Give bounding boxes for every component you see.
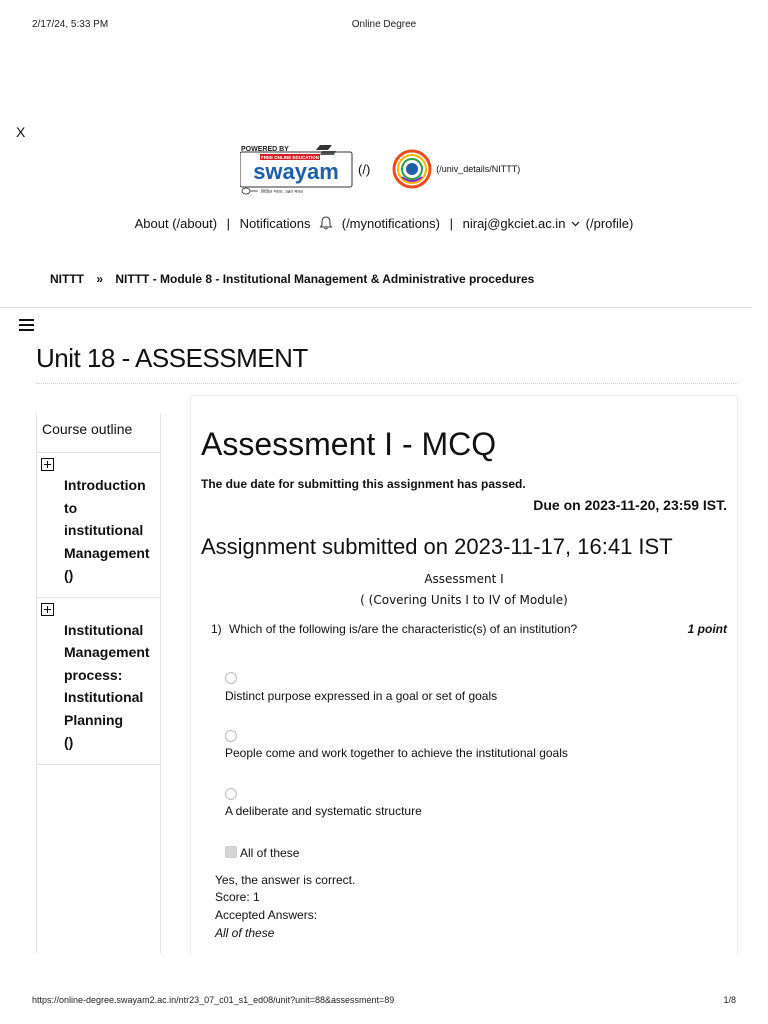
nittt-logo[interactable]	[392, 149, 432, 189]
nav-user[interactable]: niraj@gkciet.ac.in	[462, 216, 566, 231]
nav-profile-link[interactable]: (/profile)	[585, 216, 634, 231]
option-radio[interactable]	[225, 788, 237, 800]
hamburger-menu-icon[interactable]	[19, 319, 34, 331]
nav-separator: |	[226, 216, 231, 231]
option-label-selected: All of these	[240, 846, 300, 860]
sidebar-item-label: Institutional Management process: Institutional Planning	[64, 621, 150, 728]
due-date: Due on 2023-11-20, 23:59 IST.	[533, 497, 727, 513]
expand-plus-icon[interactable]	[41, 603, 54, 616]
assessment-subheading: ( (Covering Units I to IV of Module)	[360, 593, 568, 607]
feedback-score: Score: 1	[215, 890, 260, 904]
sidebar-section	[37, 453, 160, 598]
chevron-down-icon[interactable]	[571, 220, 580, 228]
breadcrumb-root[interactable]: NITTT	[50, 272, 84, 286]
assessment-panel	[190, 395, 738, 955]
submission-status: Assignment submitted on 2023-11-17, 16:41 IST	[201, 534, 673, 559]
question-points: 1 point	[687, 622, 727, 636]
question-text: Which of the following is/are the characteristic(s) of an institution?	[229, 622, 578, 636]
option-label: People come and work together to achieve the institutional goals	[225, 746, 568, 760]
print-header	[32, 19, 736, 33]
divider	[0, 307, 752, 308]
sidebar-item-institutional-planning[interactable]	[41, 619, 160, 754]
swayam-logo[interactable]	[240, 143, 354, 195]
print-page-number: 1/8	[723, 995, 736, 1005]
nav-separator: |	[449, 216, 453, 231]
breadcrumb-course[interactable]: NITTT - Module 8 - Institutional Management & Administrative procedures	[115, 272, 535, 286]
expand-plus-icon[interactable]	[41, 458, 54, 471]
breadcrumb-separator: »	[96, 272, 104, 286]
option-label: A deliberate and systematic structure	[225, 804, 422, 818]
course-outline-sidebar	[36, 413, 161, 953]
nav-notifications[interactable]: Notifications	[239, 216, 311, 231]
feedback-result: Yes, the answer is correct.	[215, 873, 356, 887]
print-page-title: Online Degree	[351, 19, 417, 30]
home-link[interactable]: (/)	[358, 161, 371, 177]
top-nav	[0, 215, 768, 231]
sidebar-item-paren: ()	[64, 734, 74, 750]
close-button[interactable]: X	[16, 124, 26, 140]
sidebar-item-label: Introduction to institutional Management	[64, 477, 150, 561]
print-url: https://online-degree.swayam2.ac.in/ntr23_07_c01_s1_ed08/unit?unit=88&assessment=89	[32, 995, 395, 1005]
breadcrumb	[50, 272, 534, 286]
option-label: Distinct purpose expressed in a goal or set of goals	[225, 689, 498, 703]
question-1	[211, 622, 727, 636]
nav-about[interactable]: About (/about)	[134, 216, 218, 231]
due-passed-notice: The due date for submitting this assignment has passed.	[201, 477, 526, 491]
sidebar-section	[37, 598, 160, 765]
bell-icon[interactable]	[318, 215, 334, 231]
sidebar-item-paren: ()	[64, 567, 74, 583]
unit-title: Unit 18 - ASSESSMENT	[36, 343, 308, 373]
assessment-title: Assessment I - MCQ	[201, 426, 497, 462]
question-number: 1)	[211, 622, 222, 636]
univ-details-link[interactable]: (/univ_details/NITTT)	[436, 164, 521, 174]
option-checkbox-selected[interactable]	[225, 846, 237, 858]
option-radio[interactable]	[225, 730, 237, 742]
nav-notifications-link[interactable]: (/mynotifications)	[341, 216, 440, 231]
logo-bar	[240, 143, 520, 195]
title-divider	[36, 383, 738, 384]
logo-powered-by: POWERED BY	[241, 146, 289, 153]
print-datetime: 2/17/24, 5:33 PM	[32, 19, 109, 30]
accepted-answers-label: Accepted Answers:	[215, 908, 318, 922]
option-radio[interactable]	[225, 672, 237, 684]
sidebar-item-introduction[interactable]	[41, 474, 160, 587]
course-outline-title: Course outline	[37, 413, 160, 453]
logo-tagline: FREE ONLINE EDUCATION	[261, 155, 319, 160]
logo-wordmark: swayam	[253, 159, 339, 184]
logo-motto: शिक्षित भारत, उन्नत भारत	[261, 190, 303, 195]
accepted-answer: All of these	[215, 926, 275, 940]
assessment-heading: Assessment I	[424, 572, 504, 586]
